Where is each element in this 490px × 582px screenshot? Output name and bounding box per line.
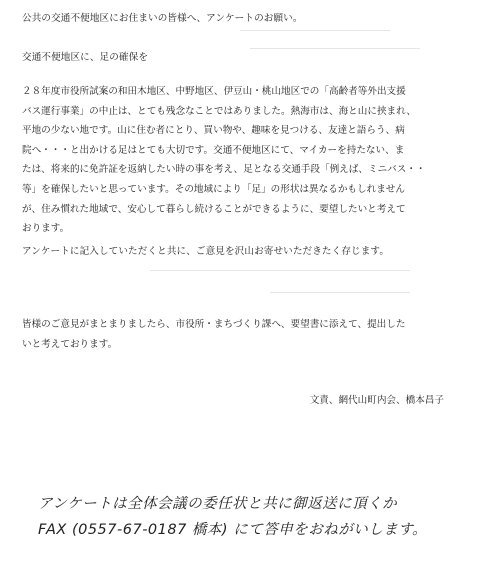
body-line: たは、将来的に免許証を返納したい時の事を考え、足となる交通手段「例えば、ミニバス・・ [22, 164, 426, 176]
closing-line: いと考えております。 [22, 338, 118, 350]
body-line: 平地の少ない地です。山に住む者にとり、買い物や、趣味を見つける、友達と語らう、病 [22, 125, 405, 137]
page-title: 公共の交通不便地区にお住まいの皆様へ、アンケートのお願い。 [22, 13, 303, 24]
request-line: アンケートに記入していただくと共に、ご意見を沢山お寄せいただきたく存じます。 [22, 246, 390, 257]
bleed-through-mark [150, 270, 410, 271]
body-line: バス運行事業」の中止は、とても残念なことではありました。熱海市は、海と山に挟まれ、 [22, 105, 416, 117]
handwritten-note-line: アンケートは全体会議の委任状と共に御返送に頂くか [38, 496, 398, 512]
handwritten-note-line: FAX (0557-67-0187 橋本) にて答申をおねがいします。 [38, 522, 428, 538]
closing-paragraph [22, 315, 470, 354]
body-line: 等」を確保したいと思っています。その地域により「足」の形状は異なるかもしれません [22, 183, 405, 195]
section-subheading: 交通不便地区に、足の確保を [22, 52, 149, 63]
bleed-through-mark [250, 48, 420, 49]
signature: 文責、網代山町内会、橋本昌子 [309, 395, 444, 406]
closing-line: 皆様のご意見がまとまりましたら、市役所・まちづくり課へ、要望書に添えて、提出した [22, 319, 406, 330]
body-line: おります。 [22, 223, 70, 235]
body-line: ２８年度市役所試案の和田木地区、中野地区、伊豆山・桃山地区での「高齢者等外出支援 [22, 86, 406, 97]
body-line: 院へ・・・と出かける足はとても大切です。交通不便地区にて、マイカーを持たない、ま [22, 144, 405, 156]
body-line: が、住み慣れた地域で、安心して暮らし続けることができるように、要望したいと考えて [22, 203, 406, 215]
bleed-through-mark [270, 292, 410, 293]
bleed-through-mark [240, 30, 390, 31]
body-paragraph [22, 82, 470, 239]
